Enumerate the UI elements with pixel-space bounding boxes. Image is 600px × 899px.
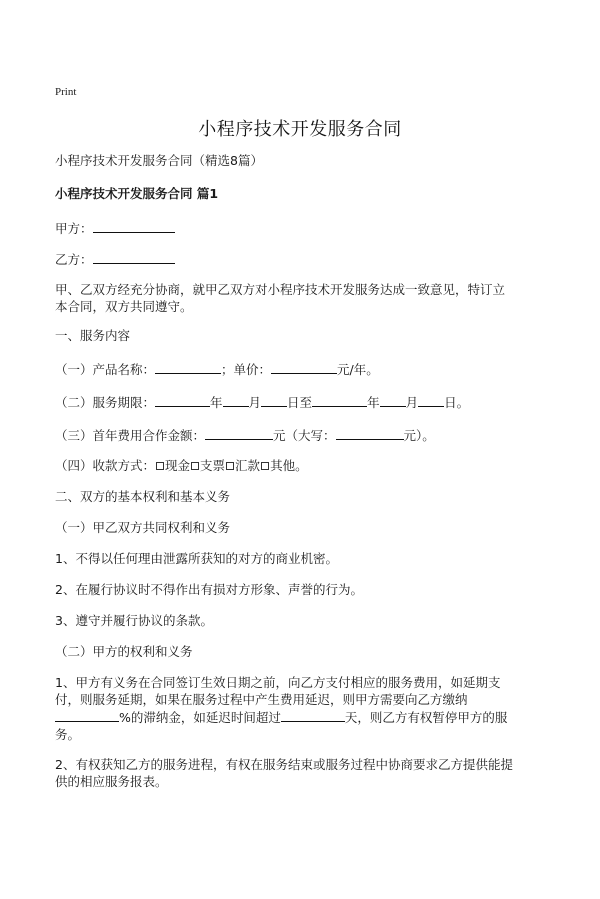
party-b-line bbox=[55, 250, 175, 269]
sub2-item-1 bbox=[55, 674, 517, 743]
print-link[interactable]: Print bbox=[55, 86, 77, 98]
sub1-item-2: 2、在履行协议时不得作出有损对方形象、声誉的行为。 bbox=[55, 582, 363, 597]
month-label: 月 bbox=[248, 395, 262, 410]
item2-term-line bbox=[55, 393, 469, 412]
party-a-label: 甲方： bbox=[55, 221, 93, 236]
sub2-title: （二）甲方的权利和义务 bbox=[55, 644, 193, 659]
cash-checkbox[interactable] bbox=[156, 462, 164, 470]
item4-prefix: （四）收款方式： bbox=[55, 458, 156, 473]
amount-capital-blank bbox=[336, 426, 404, 440]
transfer-checkbox[interactable] bbox=[226, 462, 234, 470]
item1-product-line bbox=[55, 360, 379, 379]
item1-suffix: 元/年。 bbox=[337, 362, 379, 377]
option-transfer: 汇款 bbox=[235, 458, 261, 473]
item3-prefix: （三）首年费用合作金额： bbox=[55, 428, 206, 443]
page-title: 小程序技术开发服务合同 bbox=[198, 119, 402, 140]
sub1-title: （一）甲乙双方共同权利和义务 bbox=[55, 520, 231, 535]
intro-paragraph: 甲、乙双方经充分协商，就甲乙双方对小程序技术开发服务达成一致意见，特订立本合同，双方共同遵守。 bbox=[55, 282, 506, 314]
sub2-item-2: 2、有权获知乙方的服务进程，有权在服务结束或服务过程中协商要求乙方提供能提供的相应服务报表。 bbox=[55, 757, 513, 789]
party-b-label: 乙方： bbox=[55, 252, 93, 267]
document-subtitle: 小程序技术开发服务合同（精选8篇） bbox=[55, 153, 263, 168]
section1-title: 一、服务内容 bbox=[55, 328, 131, 343]
section2-title: 二、双方的基本权利和基本义务 bbox=[55, 489, 231, 504]
item1-mid: ；单价： bbox=[221, 362, 272, 377]
start-day-blank bbox=[261, 393, 287, 407]
month-label: 月 bbox=[405, 395, 419, 410]
day-to-label: 日至 bbox=[287, 395, 313, 410]
party-a-blank bbox=[93, 219, 175, 233]
sub2-item1-part2: %的滞纳金，如延迟时间超过 bbox=[119, 710, 281, 725]
product-name-blank bbox=[155, 360, 221, 374]
other-checkbox[interactable] bbox=[261, 462, 269, 470]
end-month-blank bbox=[380, 393, 406, 407]
sub2-item1-part1: 1、甲方有义务在合同签订生效日期之前，向乙方支付相应的服务费用，如延期支付，则服务延期，如果在服务过程中产生费用延迟，则甲方需要向乙方缴纳 bbox=[55, 675, 501, 707]
item2-prefix: （二）服务期限： bbox=[55, 395, 156, 410]
check-checkbox[interactable] bbox=[191, 462, 199, 470]
item4-suffix: 。 bbox=[295, 458, 308, 473]
day-end-label: 日。 bbox=[444, 395, 470, 410]
option-check: 支票 bbox=[200, 458, 226, 473]
item4-payment-line bbox=[55, 457, 308, 475]
item3-suffix: 元）。 bbox=[403, 428, 435, 443]
unit-price-blank bbox=[271, 360, 337, 374]
party-b-blank bbox=[93, 250, 175, 264]
option-cash: 现金 bbox=[165, 458, 191, 473]
start-month-blank bbox=[223, 393, 249, 407]
end-day-blank bbox=[418, 393, 444, 407]
delay-days-blank bbox=[281, 708, 345, 722]
sub1-item-3: 3、遵守并履行协议的条款。 bbox=[55, 613, 213, 628]
item1-prefix: （一）产品名称： bbox=[55, 362, 156, 377]
sub1-item-1: 1、不得以任何理由泄露所获知的对方的商业机密。 bbox=[55, 551, 338, 566]
item3-fee-line bbox=[55, 426, 435, 445]
party-a-line bbox=[55, 219, 175, 238]
option-other: 其他 bbox=[270, 458, 296, 473]
end-year-blank bbox=[312, 393, 367, 407]
section-heading: 小程序技术开发服务合同 篇1 bbox=[55, 186, 219, 201]
year-label: 年 bbox=[367, 395, 380, 410]
year-label: 年 bbox=[210, 395, 223, 410]
start-year-blank bbox=[155, 393, 210, 407]
sub2-item1-part3: 天，则乙方有权暂停甲方的服务。 bbox=[55, 710, 508, 742]
late-fee-percent-blank bbox=[55, 708, 119, 722]
amount-blank bbox=[205, 426, 273, 440]
item3-mid: 元（大写： bbox=[273, 428, 336, 443]
